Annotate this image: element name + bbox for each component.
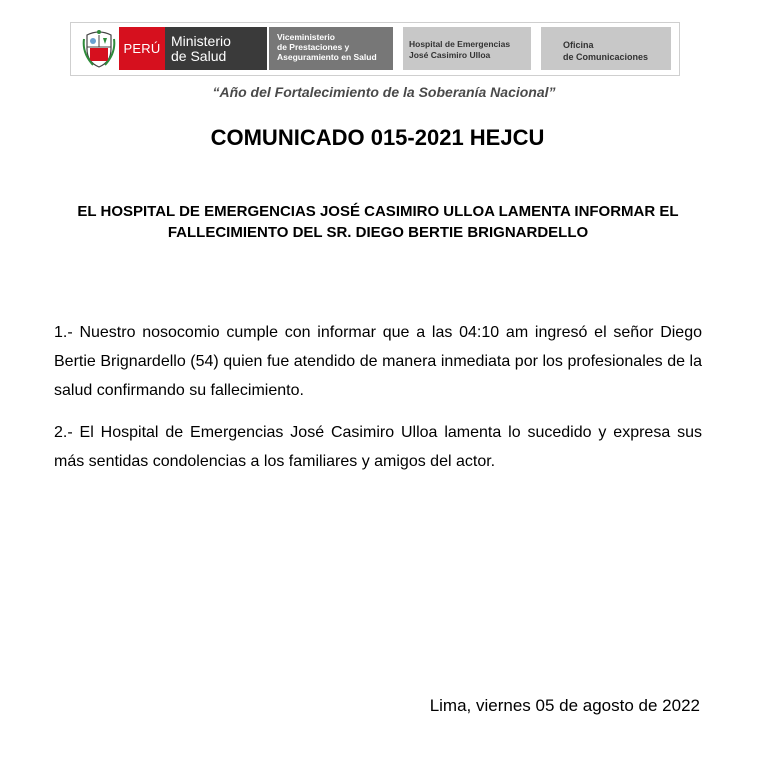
peru-label: PERÚ [119, 27, 165, 70]
office-label: Oficina de Comunicaciones [541, 27, 671, 70]
hospital-label: Hospital de Emergencias José Casimiro Ulloa [403, 27, 531, 70]
institutional-header [70, 22, 680, 76]
place-date: Lima, viernes 05 de agosto de 2022 [429, 696, 700, 715]
year-motto: “Año del Fortalecimiento de la Soberanía Nacional” [212, 84, 556, 100]
viceministry-label: Viceministerio de Prestaciones y Aseguramiento en Salud [269, 27, 393, 70]
peru-coat-of-arms-icon [81, 29, 117, 69]
document-subtitle: EL HOSPITAL DE EMERGENCIAS JOSÉ CASIMIRO ULLOA LAMENTA INFORMAR EL FALLECIMIENTO DEL SR. DIEGO BERTIE BRIGNARDELLO [77, 203, 679, 241]
paragraph-2: 2.- El Hospital de Emergencias José Casimiro Ulloa lamenta lo sucedido y expresa sus más sentidas condolencias a los familiares y amigos del actor. [54, 424, 702, 470]
ministry-label: Ministerio de Salud [165, 27, 267, 70]
paragraph-1: 1.- Nuestro nosocomio cumple con informar que a las 04:10 am ingresó el señor Diego Bertie Brignardello (54) quien fue atendido de manera inmediata por los profesionales de la salud confirmando su fallecimiento. [54, 324, 702, 399]
document-title: COMUNICADO 015-2021 HEJCU [210, 125, 545, 150]
